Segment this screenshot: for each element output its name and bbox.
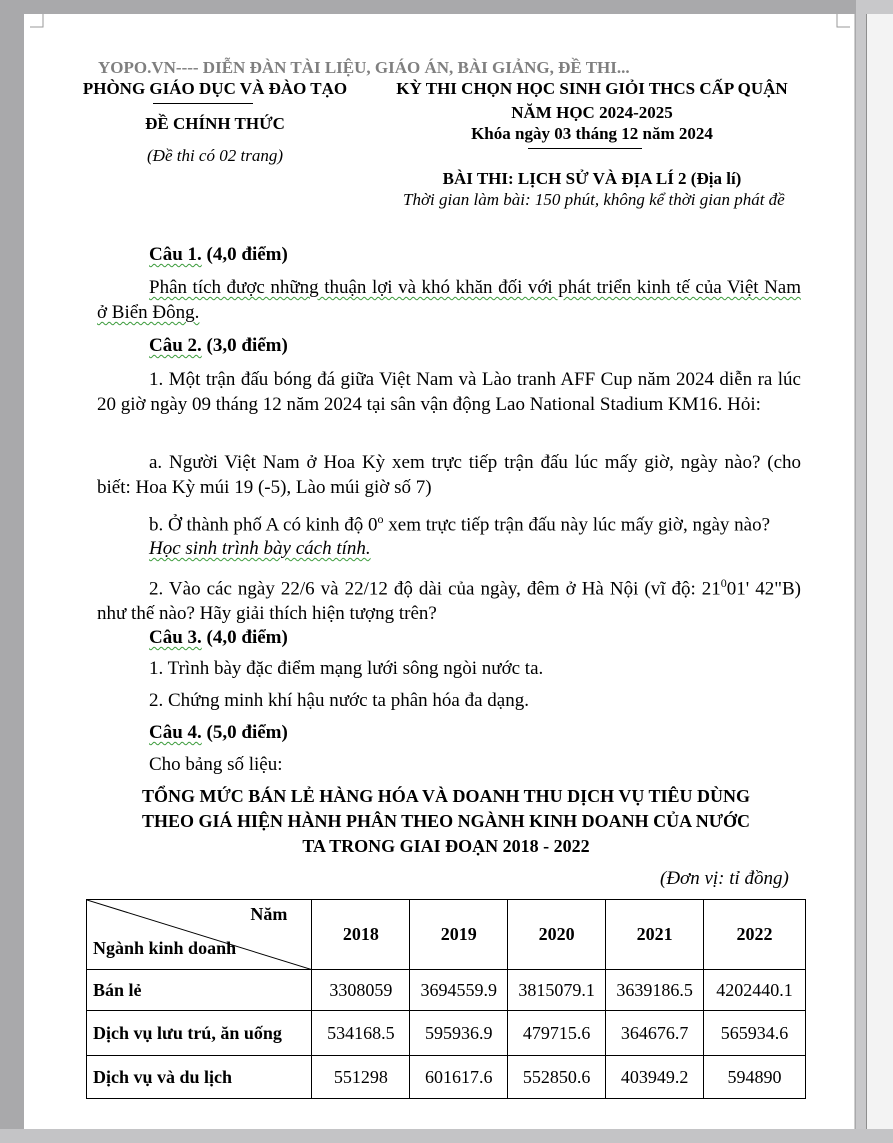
q3-prefix: Câu 3.	[149, 627, 202, 648]
table-corner-cell	[87, 900, 312, 970]
table-cell: 403949.2	[606, 1056, 704, 1099]
exam-date: Khóa ngày 03 tháng 12 năm 2024	[471, 124, 713, 143]
year-header: 2019	[410, 900, 508, 970]
exam-title: KỲ THI CHỌN HỌC SINH GIỎI THCS CẤP QUẬN	[396, 79, 788, 98]
exam-subject: BÀI THI: LỊCH SỬ VÀ ĐỊA LÍ 2 (Địa lí)	[442, 169, 742, 188]
table-cell: 3815079.1	[508, 970, 606, 1011]
q2-p2-pre: 2. Vào các ngày 22/6 và 22/12 độ dài của ngày, đêm ở Hà Nội (vĩ độ: 21	[149, 578, 721, 600]
q2-p2-post: 01' 42"B) như thế nào? Hãy giải thích hiện tượng trên?	[97, 578, 801, 625]
table-cell: 364676.7	[606, 1011, 704, 1056]
table-cell: 4202440.1	[704, 970, 806, 1011]
table-cell: 565934.6	[704, 1011, 806, 1056]
q3-part1-text: 1. Trình bày đặc điểm mạng lưới sông ngòi nước ta.	[149, 658, 544, 679]
q2-b-sup: o	[377, 512, 384, 526]
q2-part1-text: 1. Một trận đấu bóng đá giữa Việt Nam và Lào tranh AFF Cup năm 2024 diễn ra lúc 20 giờ ngày 09 tháng 12 năm 2024 tại sân vận động Lao National Stadium KM16. Hỏi:	[97, 369, 801, 415]
table-unit: (Đơn vị: tỉ đồng)	[660, 868, 789, 889]
date-divider	[528, 148, 642, 149]
corner-sector-label: Ngành kinh doanh	[93, 938, 237, 958]
q2-heading	[149, 335, 288, 357]
scrollbar-track[interactable]	[866, 14, 893, 1129]
table-cell: 594890	[704, 1056, 806, 1099]
table-cell: 3308059	[312, 970, 410, 1011]
table-row	[87, 1011, 806, 1056]
table-header-row	[87, 900, 806, 970]
exam-duration: Thời gian làm bài: 150 phút, không kể thời gian phát đề	[403, 190, 785, 209]
table-cell: 534168.5	[312, 1011, 410, 1056]
table-cell: 595936.9	[410, 1011, 508, 1056]
table-row	[87, 1056, 806, 1099]
q4-heading	[149, 722, 288, 744]
q1-points: (4,0 điểm)	[206, 244, 288, 265]
year-header: 2021	[606, 900, 704, 970]
table-cell: 552850.6	[508, 1056, 606, 1099]
header-org: PHÒNG GIÁO DỤC VÀ ĐÀO TẠO	[82, 79, 348, 98]
q2-p2-sup: 0	[720, 576, 727, 590]
year-header: 2022	[704, 900, 806, 970]
q4-intro: Cho bảng số liệu:	[149, 754, 283, 775]
year-header: 2018	[312, 900, 410, 970]
table-cell: 3639186.5	[606, 970, 704, 1011]
q2-points: (3,0 điểm)	[206, 335, 288, 356]
table-cell: 479715.6	[508, 1011, 606, 1056]
q2-note-text: Học sinh trình bày cách tính.	[149, 538, 371, 559]
q2-prefix: Câu 2.	[149, 335, 202, 356]
q4-prefix: Câu 4.	[149, 722, 202, 743]
row-label: Dịch vụ lưu trú, ăn uống	[87, 1011, 312, 1056]
q2-part-a-text: a. Người Việt Nam ở Hoa Kỳ xem trực tiếp trận đấu lúc mấy giờ, ngày nào? (cho biết: Hoa Kỳ múi 19 (-5), Lào múi giờ số 7)	[97, 452, 801, 498]
row-label: Dịch vụ và du lịch	[87, 1056, 312, 1099]
table-cell: 551298	[312, 1056, 410, 1099]
bottom-margin	[0, 1129, 893, 1143]
table-title-line1: TỔNG MỨC BÁN LẺ HÀNG HÓA VÀ DOANH THU DỊCH VỤ TIÊU DÙNG	[141, 786, 751, 806]
q3-heading	[149, 627, 288, 649]
watermark-text: YOPO.VN---- DIỄN ĐÀN TÀI LIỆU, GIÁO ÁN, BÀI GIẢNG, ĐỀ THI...	[98, 58, 630, 77]
q2-note	[149, 538, 371, 560]
school-year: NĂM HỌC 2024-2025	[511, 103, 673, 122]
header-official: ĐỀ CHÍNH THỨC	[145, 114, 285, 133]
table-row	[87, 970, 806, 1011]
year-header: 2020	[508, 900, 606, 970]
table-cell: 3694559.9	[410, 970, 508, 1011]
scrollbar-area[interactable]	[856, 0, 893, 1143]
q3-points: (4,0 điểm)	[206, 627, 288, 648]
q1-text-content: Phân tích được những thuận lợi và khó khăn đối với phát triển kinh tế của Việt Nam ở Biển Đông.	[97, 277, 801, 323]
table-title-line2: THEO GIÁ HIỆN HÀNH PHÂN THEO NGÀNH KINH DOANH CỦA NƯỚC	[141, 811, 751, 831]
table-title-line3: TA TRONG GIAI ĐOẠN 2018 - 2022	[302, 836, 590, 856]
q2-b-pre: b. Ở thành phố A có kinh độ 0	[149, 514, 378, 536]
crop-mark-top-left	[30, 14, 44, 28]
q2-part-b-text	[97, 507, 801, 537]
crop-mark-top-right	[836, 14, 850, 28]
row-label: Bán lẻ	[87, 970, 312, 1011]
header-divider	[153, 103, 253, 104]
header-page-count: (Đề thi có 02 trang)	[147, 146, 283, 165]
q1-heading	[149, 244, 288, 266]
q3-part2-text: 2. Chứng minh khí hậu nước ta phân hóa đa dạng.	[149, 690, 529, 711]
q1-text	[97, 275, 801, 325]
table-cell: 601617.6	[410, 1056, 508, 1099]
q2-part2-text	[97, 571, 801, 626]
q4-points: (5,0 điểm)	[206, 722, 288, 743]
data-table	[86, 899, 806, 1099]
q1-prefix: Câu 1.	[149, 244, 202, 265]
q2-b-post: xem trực tiếp trận đấu này lúc mấy giờ, ngày nào?	[383, 514, 771, 536]
corner-year-label: Năm	[250, 904, 288, 924]
